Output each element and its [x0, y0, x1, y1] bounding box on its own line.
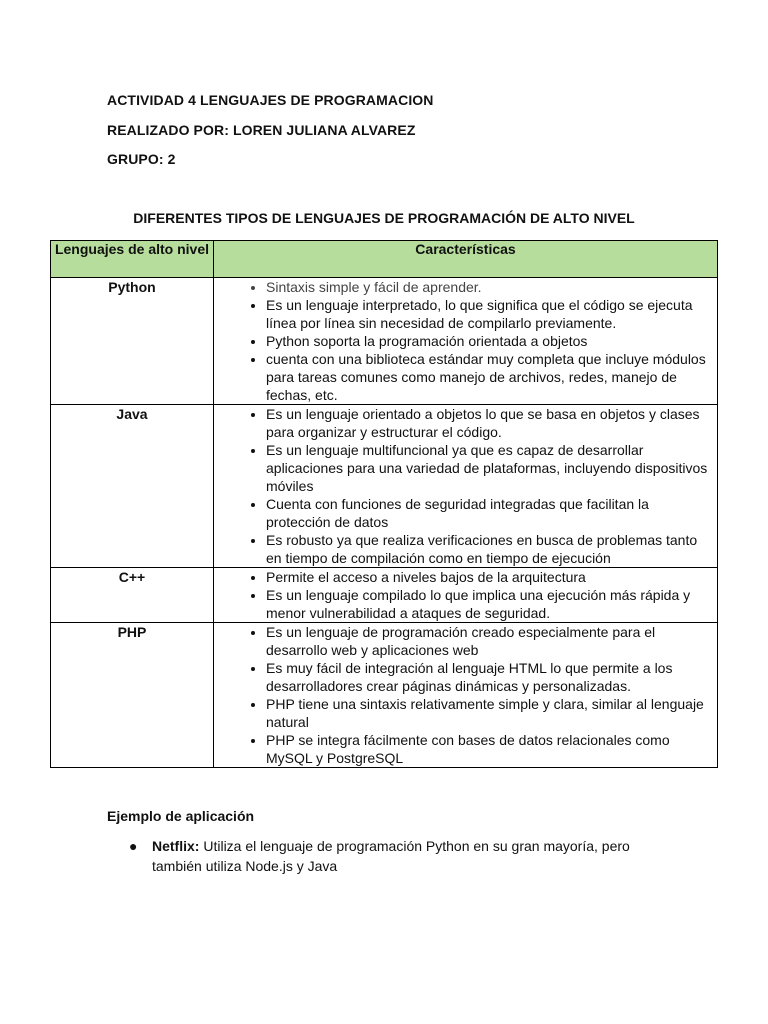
feature-item: • Permite el acceso a niveles bajos de la arquitectura — [266, 568, 713, 586]
language-name: Java — [51, 405, 214, 568]
author-line: REALIZADO POR: LOREN JULIANA ALVAREZ — [107, 122, 416, 138]
feature-item: • Es robusto ya que realiza verificaciones en busca de problemas tanto en tiempo de compilación como en tiempo de ejecución — [266, 531, 713, 567]
table-title: DIFERENTES TIPOS DE LENGUAJES DE PROGRAMACIÓN DE ALTO NIVEL — [133, 210, 635, 226]
languages-table — [50, 240, 718, 768]
feature-item: • Es un lenguaje compilado lo que implica una ejecución más rápida y menor vulnerabilidad a ataques de seguridad. — [266, 586, 713, 622]
language-name: C++ — [51, 568, 214, 623]
feature-item: • Python soporta la programación orientada a objetos — [266, 332, 713, 350]
feature-item: • cuenta con una biblioteca estándar muy completa que incluye módulos para tareas comunes como manejo de archivos, redes, manejo de fechas, etc. — [266, 350, 713, 404]
feature-item: • Sintaxis simple y fácil de aprender. — [266, 278, 713, 296]
feature-item: • PHP se integra fácilmente con bases de datos relacionales como MySQL y PostgreSQL — [266, 731, 713, 767]
language-name: Python — [51, 278, 214, 405]
feature-item: • PHP tiene una sintaxis relativamente simple y clara, similar al lenguaje natural — [266, 695, 713, 731]
feature-item: • Es un lenguaje multifuncional ya que es capaz de desarrollar aplicaciones para una variedad de plataformas, incluyendo dispositivos móviles — [266, 441, 713, 495]
feature-list — [214, 278, 717, 404]
table-row — [51, 405, 718, 568]
language-name: PHP — [51, 623, 214, 768]
example-company: Netflix: — [152, 838, 200, 854]
language-features-cell — [214, 278, 718, 405]
example-list — [107, 836, 647, 876]
feature-item: • Cuenta con funciones de seguridad integradas que facilitan la protección de datos — [266, 495, 713, 531]
column-header-features: Características — [214, 241, 718, 278]
language-features-cell — [214, 405, 718, 568]
example-description: Utiliza el lenguaje de programación Python en su gran mayoría, pero también utiliza Node.js y Java — [152, 838, 630, 874]
language-features-cell — [214, 623, 718, 768]
feature-item: • Es muy fácil de integración al lenguaje HTML lo que permite a los desarrolladores crear páginas dinámicas y personalizadas. — [266, 659, 713, 695]
feature-item: • Es un lenguaje de programación creado especialmente para el desarrollo web y aplicaciones web — [266, 623, 713, 659]
table-row — [51, 568, 718, 623]
table-header-row — [51, 241, 718, 278]
feature-item: • Es un lenguaje interpretado, lo que significa que el código se ejecuta línea por línea sin necesidad de compilarlo previamente. — [266, 296, 713, 332]
feature-list — [214, 623, 717, 767]
feature-list — [214, 568, 717, 622]
group-line: GRUPO: 2 — [107, 151, 176, 167]
example-item — [107, 836, 647, 876]
activity-title: ACTIVIDAD 4 LENGUAJES DE PROGRAMACION — [107, 92, 434, 108]
table-row — [51, 623, 718, 768]
bullet-icon: ● — [129, 838, 138, 854]
language-features-cell — [214, 568, 718, 623]
column-header-language: Lenguajes de alto nivel — [51, 241, 214, 278]
example-section-title: Ejemplo de aplicación — [107, 808, 255, 824]
table-row — [51, 278, 718, 405]
feature-list — [214, 405, 717, 567]
feature-item: • Es un lenguaje orientado a objetos lo que se basa en objetos y clases para organizar y estructurar el código. — [266, 405, 713, 441]
